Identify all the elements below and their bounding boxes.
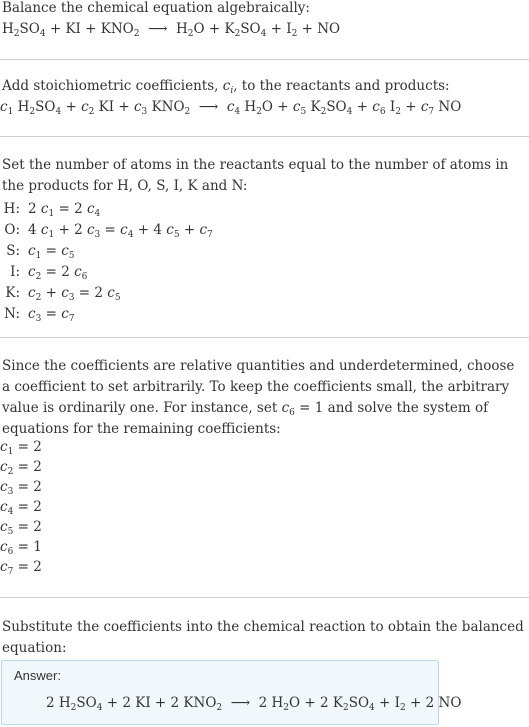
coefficient-value: $c_1 = 2$ bbox=[0, 439, 42, 457]
element-equation: $c_2 = 2$ $c_6$ bbox=[28, 264, 88, 282]
atom-balance-text: Set the number of atoms in the reactants equal to the number of atoms in the products for H, O, S, I, K and N: bbox=[2, 157, 509, 194]
divider bbox=[0, 59, 529, 60]
element-label: H: bbox=[3, 201, 20, 217]
element-label: O: bbox=[4, 222, 20, 238]
divider bbox=[0, 337, 529, 338]
balanced-equation: 2 $H_2SO_4 + 2$ KI + 2 $KNO_2$ ⟶ 2 $H_2O + 2$ $K_2SO_4 + I_2 + 2$ NO bbox=[46, 695, 462, 713]
answer-box bbox=[1, 660, 462, 725]
coefficient-value: $c_7 = 2$ bbox=[0, 559, 42, 577]
coefficient-equation: $c_1$ $H_2SO_4 + c_2$ KI + $c_3$ $KNO_2$ ⟶ $c_4$ $H_2O + c_5$ $K_2SO_4 + c_6$ $I_2 + c_7$ NO bbox=[0, 99, 462, 117]
coefficient-value: $c_6 = 1$ bbox=[0, 539, 42, 557]
coefficient-value: $c_4 = 2$ bbox=[0, 499, 42, 517]
coefficient-value: $c_5 = 2$ bbox=[0, 519, 42, 537]
divider bbox=[0, 597, 529, 598]
coefficient-value: $c_3 = 2$ bbox=[0, 479, 42, 497]
element-label: S: bbox=[6, 243, 20, 259]
divider bbox=[0, 136, 529, 137]
coefficients-text: Add stoichiometric coefficients, $c_i$, to the reactants and products: bbox=[2, 78, 450, 96]
substitute-text: Substitute the coefficients into the chemical reaction to obtain the balanced equation: bbox=[2, 619, 524, 656]
intro-text: Balance the chemical equation algebraically: bbox=[2, 0, 310, 16]
element-label: I: bbox=[10, 264, 20, 280]
solve-text: Since the coefficients are relative quantities and underdetermined, choose a coefficient to set arbitrarily. To keep the coefficients small, the arbitrary value is ordinarily one. For instance, set $c_6 = 1$ and solve the system of equations for the remaining coefficients: bbox=[2, 358, 515, 437]
element-label: N: bbox=[4, 306, 20, 322]
coefficient-value: $c_2 = 2$ bbox=[0, 459, 42, 477]
unbalanced-equation: $H_2SO_4$ + KI + $KNO_2$ ⟶ $H_2O + K_2SO_4 + I_2$ + NO bbox=[2, 21, 341, 39]
element-equation: $c_1 = c_5$ bbox=[28, 243, 75, 261]
element-equation: 2 $c_1 = 2$ $c_4$ bbox=[28, 201, 101, 219]
element-label: K: bbox=[5, 285, 20, 301]
element-equation: $c_2 + c_3 = 2$ $c_5$ bbox=[28, 285, 121, 303]
answer-label: Answer: bbox=[14, 668, 61, 683]
element-equation: 4 $c_1 + 2$ $c_3 = c_4 + 4$ $c_5 + c_7$ bbox=[28, 222, 213, 240]
element-equation: $c_3 = c_7$ bbox=[28, 306, 75, 324]
